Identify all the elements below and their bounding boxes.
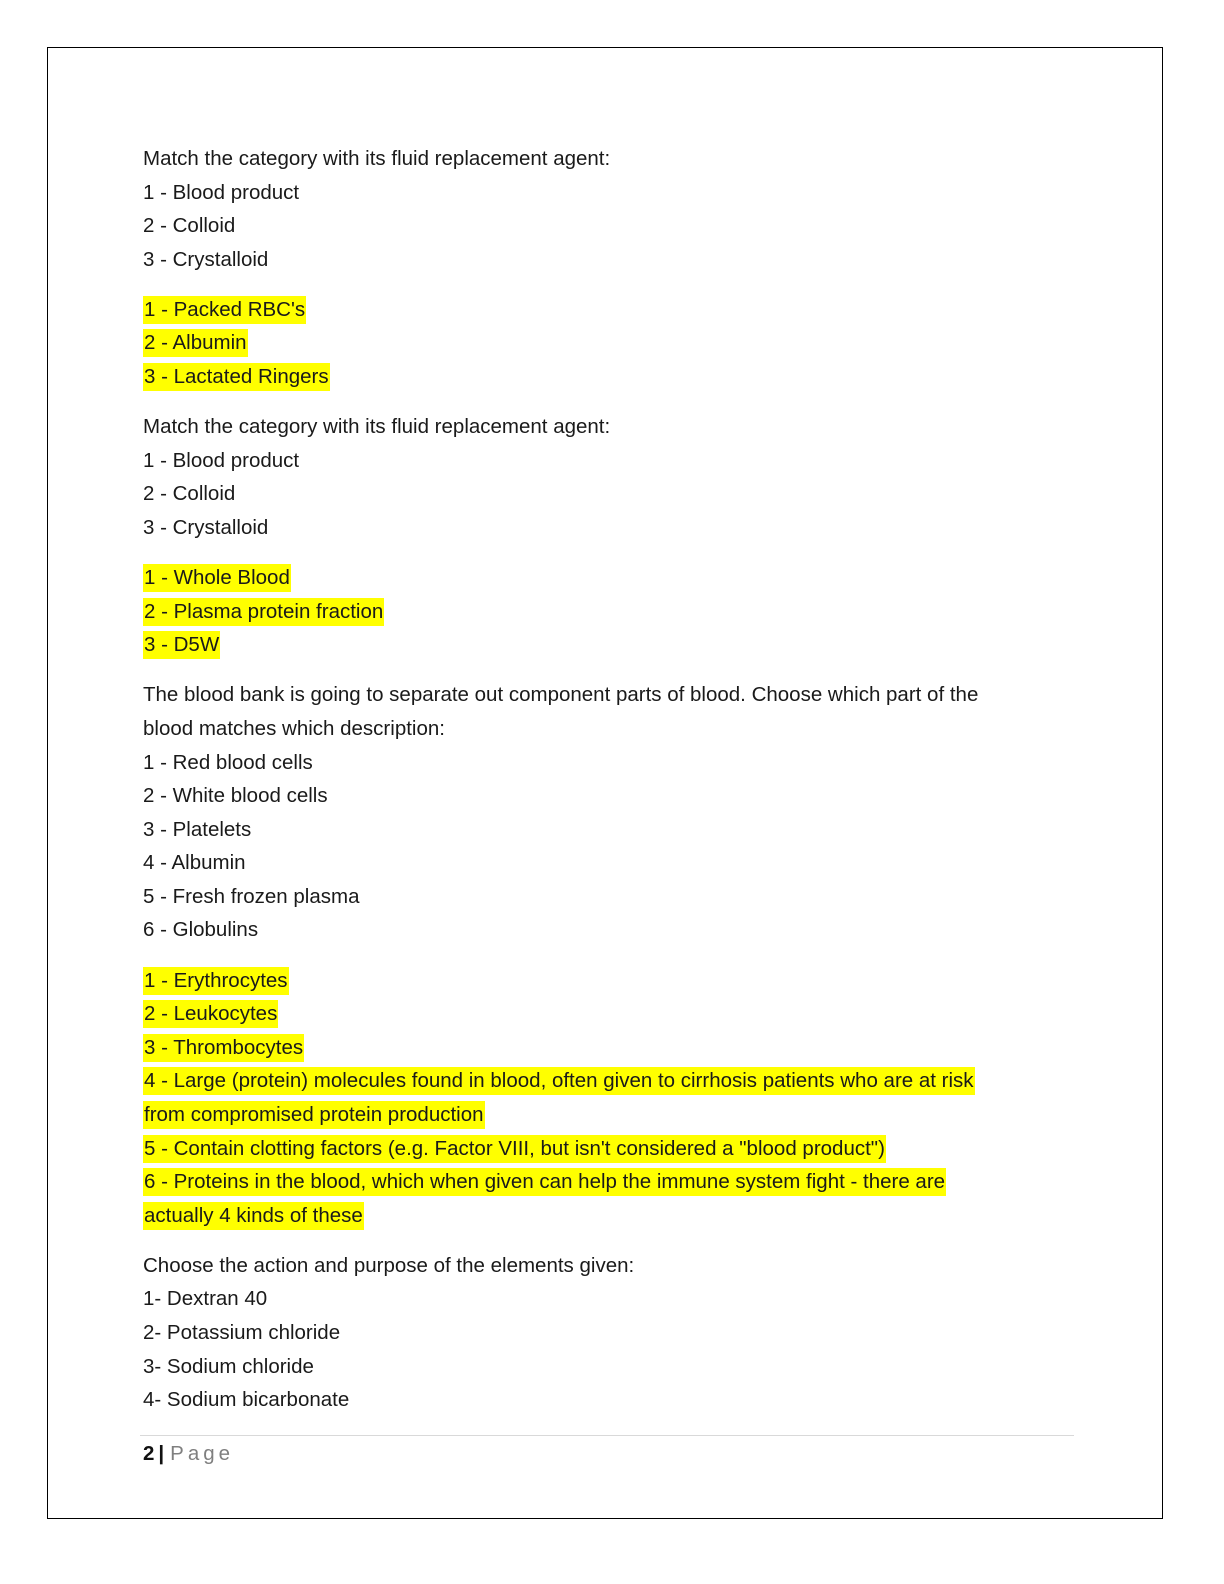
answer-line: [143, 293, 1073, 327]
answer-line: [143, 1165, 1073, 1199]
question-block: [143, 142, 1073, 410]
list-item: 3 - Crystalloid: [143, 515, 269, 539]
highlighted-answer: from compromised protein production: [143, 1101, 485, 1129]
footer-separator: |: [158, 1442, 165, 1465]
highlighted-answer: 4 - Large (protein) molecules found in blood, often given to cirrhosis patients who are at risk: [143, 1067, 975, 1095]
highlighted-answer: actually 4 kinds of these: [143, 1202, 364, 1230]
answer-line: [143, 1199, 1073, 1233]
list-item: 6 - Globulins: [143, 918, 259, 942]
question-block: [143, 678, 1073, 1249]
list-item: 4 - Albumin: [143, 851, 246, 875]
answer-line: [143, 1132, 1073, 1166]
highlighted-answer: 5 - Contain clotting factors (e.g. Factor VIII, but isn't considered a "blood product"): [143, 1135, 886, 1163]
page-number: 2: [143, 1442, 155, 1465]
page-label: Page: [170, 1442, 235, 1465]
answer-line: [143, 1031, 1073, 1065]
list-item: 1 - Red blood cells: [143, 750, 313, 774]
list-item: 4- Sodium bicarbonate: [143, 1388, 350, 1412]
highlighted-answer: 1 - Whole Blood: [143, 564, 291, 592]
highlighted-answer: 1 - Erythrocytes: [143, 967, 289, 995]
answer-line: [143, 628, 1073, 662]
answer-line: [143, 1098, 1073, 1132]
highlighted-answer: 3 - Thrombocytes: [143, 1034, 304, 1062]
list-item: 3 - Crystalloid: [143, 247, 269, 271]
list-item: 1- Dextran 40: [143, 1287, 268, 1311]
list-item: 3 - Platelets: [143, 817, 252, 841]
highlighted-answer: 2 - Plasma protein fraction: [143, 598, 384, 626]
question-prompt: Choose the action and purpose of the elements given:: [143, 1253, 635, 1277]
document-body: [143, 142, 1073, 1417]
question-prompt: Match the category with its fluid replacement agent:: [143, 147, 611, 170]
highlighted-answer: 2 - Leukocytes: [143, 1000, 278, 1028]
question-prompt: blood matches which description:: [143, 716, 445, 740]
list-item: 2 - Colloid: [143, 214, 236, 238]
highlighted-answer: 3 - Lactated Ringers: [143, 363, 330, 391]
question-block: [143, 1249, 1073, 1417]
list-item: 5 - Fresh frozen plasma: [143, 884, 360, 908]
answer-line: [143, 595, 1073, 629]
answer-line: [143, 326, 1073, 360]
answer-line: [143, 360, 1073, 394]
highlighted-answer: 2 - Albumin: [143, 329, 248, 357]
list-item: 3- Sodium chloride: [143, 1354, 314, 1378]
list-item: 2 - White blood cells: [143, 784, 328, 808]
list-item: 1 - Blood product: [143, 448, 300, 472]
list-item: 1 - Blood product: [143, 180, 300, 204]
answer-line: [143, 1064, 1073, 1098]
answer-line: [143, 997, 1073, 1031]
page-footer: [143, 1438, 234, 1470]
question-prompt: Match the category with its fluid replacement agent:: [143, 415, 611, 439]
footer-divider: [140, 1435, 1074, 1436]
list-item: 2 - Colloid: [143, 482, 236, 506]
list-item: 2- Potassium chloride: [143, 1321, 341, 1344]
answer-line: [143, 561, 1073, 595]
question-prompt: The blood bank is going to separate out component parts of blood. Choose which part of the: [143, 683, 979, 707]
highlighted-answer: 3 - D5W: [143, 631, 220, 659]
highlighted-answer: 6 - Proteins in the blood, which when given can help the immune system fight - there are: [143, 1168, 946, 1196]
question-block: [143, 410, 1073, 678]
answer-line: [143, 964, 1073, 998]
highlighted-answer: 1 - Packed RBC's: [143, 296, 306, 324]
